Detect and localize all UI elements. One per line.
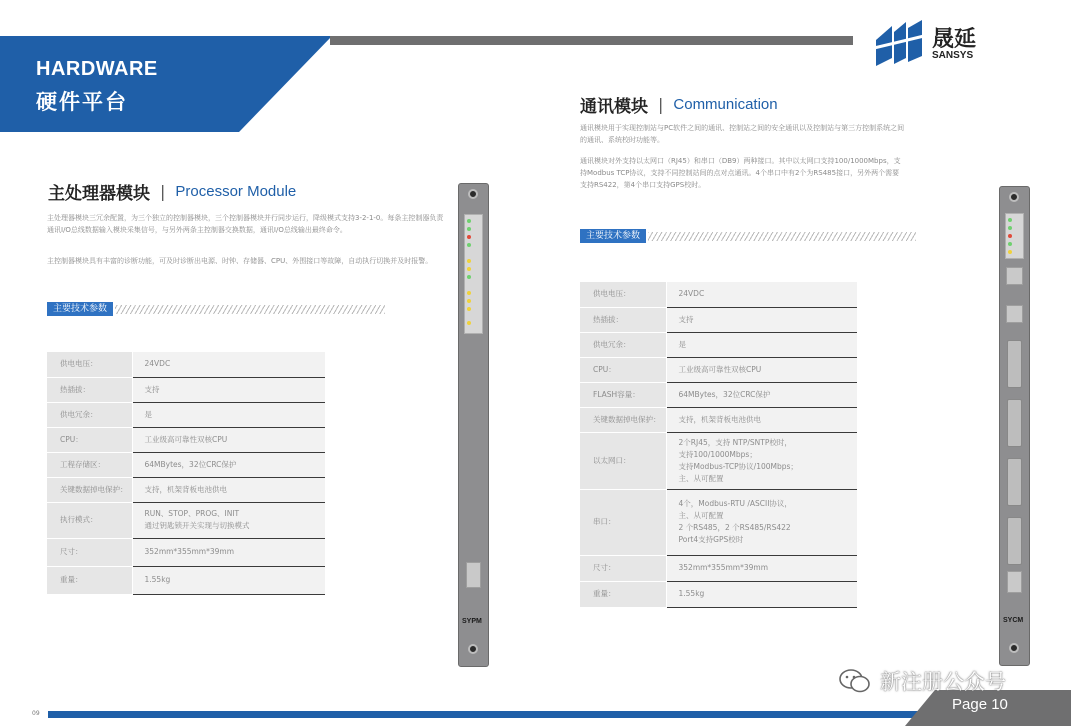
- processor-module-image: [458, 183, 489, 667]
- table-row: [47, 477, 325, 502]
- table-row: [47, 502, 325, 538]
- table-row: [47, 566, 325, 594]
- spec-value-line: 通过钥匙锁开关实现与切换模式: [144, 521, 250, 530]
- spec-key: CPU：: [580, 357, 666, 382]
- table-row: [580, 332, 857, 357]
- table-row: [47, 538, 325, 566]
- spec-value: 工业级高可靠性双核CPU: [666, 357, 857, 382]
- table-row: [580, 432, 857, 489]
- spec-value-line: Port4支持GPS校时: [678, 535, 744, 544]
- spec-badge: 主要技术参数: [47, 302, 113, 316]
- processor-spec-heading: [47, 302, 385, 316]
- processor-title-en: Processor Module: [175, 183, 297, 200]
- led-icon: [1008, 218, 1012, 222]
- led-icon: [1008, 234, 1012, 238]
- table-row: [47, 377, 325, 402]
- processor-intro-paragraph: 主处理器模块三冗余配置，为三个独立的控制器模块，三个控制器模块并行同步运行，降级模式支持3-2-1-0。每条主控制器负责通讯I/O总线数据输入模块采集信号，与另外两条主控制器交换数据，通讯I/O总线输出最终命令。: [47, 214, 444, 234]
- spec-key: 供电电压：: [47, 352, 132, 377]
- led-icon: [467, 291, 471, 295]
- header-title-en: HARDWARE: [36, 58, 158, 80]
- watermark-text: 新注册公众号: [880, 670, 1006, 694]
- led-icon: [467, 235, 471, 239]
- spec-value: 64MBytes，32位CRC保护: [132, 452, 325, 477]
- spec-key: 以太网口：: [580, 432, 666, 489]
- spec-value-line: 2个RJ45，支持 NTP/SNTP校时，: [678, 437, 792, 447]
- spec-key: 工程存储区：: [47, 452, 132, 477]
- logo-name-en: SANSYS: [932, 50, 974, 61]
- processor-diagnostic-paragraph: 主控制器模块具有丰富的诊断功能，可及时诊断出电源、时钟、存储器、CPU、外围接口等故障，自动执行切换并及时报警。: [47, 257, 433, 265]
- led-panel: [1005, 213, 1024, 259]
- spec-value-line: RUN、STOP、PROG、INIT: [144, 509, 240, 518]
- communication-title-en: Communication: [673, 96, 778, 113]
- spec-key: 供电冗余：: [580, 332, 666, 357]
- processor-module-label: SYPM: [462, 618, 482, 625]
- db9-port: [1007, 517, 1022, 565]
- led-icon: [1008, 242, 1012, 246]
- spec-value: 工业级高可靠性双核CPU: [132, 427, 325, 452]
- spec-value: [132, 502, 325, 538]
- table-row: [580, 555, 857, 581]
- led-icon: [467, 275, 471, 279]
- rj45-port: [1006, 267, 1023, 285]
- spec-value: [666, 432, 857, 489]
- communication-module-label: SYCM: [1003, 617, 1024, 624]
- table-row: [580, 307, 857, 332]
- spec-value: 是: [132, 402, 325, 427]
- spec-key: CPU：: [47, 427, 132, 452]
- header-title-cn: 硬件平台: [36, 90, 128, 114]
- spec-key: 重量：: [47, 566, 132, 594]
- logo-name-cn: 晟延: [932, 27, 977, 52]
- communication-spec-heading: [580, 229, 916, 243]
- spec-key: 供电冗余：: [47, 402, 132, 427]
- table-row: [580, 407, 857, 432]
- spec-value-line: 主、从可配置: [678, 511, 724, 520]
- led-icon: [1008, 226, 1012, 230]
- led-icon: [467, 227, 471, 231]
- spec-value: 352mm*355mm*39mm: [132, 538, 325, 566]
- spec-key: 尺寸：: [47, 538, 132, 566]
- spec-value-line: 2 个RS485，2 个RS485/RS422: [678, 523, 791, 532]
- spec-value-line: 4个，Modbus-RTU /ASCII协议，: [678, 499, 792, 508]
- spec-key: 执行模式：: [47, 502, 132, 538]
- spec-key: 供电电压：: [580, 282, 666, 307]
- spec-key: FLASH容量：: [580, 382, 666, 407]
- spec-value-line: 支持100/1000Mbps；: [678, 449, 757, 459]
- screw-icon: [1009, 643, 1019, 653]
- title-separator: |: [658, 95, 664, 114]
- spec-key: 关键数据掉电保护：: [580, 407, 666, 432]
- led-icon: [467, 321, 471, 325]
- table-row: [47, 427, 325, 452]
- communication-intro-paragraph: 通讯模块用于实现控制站与PC软件之间的通讯、控制站之间的安全通讯以及控制站与第三方控制系统之间的通讯、系统校时功能等。: [580, 124, 905, 144]
- communication-section-title: [580, 92, 778, 117]
- spec-value: 64MBytes，32位CRC保护: [666, 382, 857, 407]
- wechat-icon: [838, 668, 872, 694]
- spec-badge: 主要技术参数: [580, 229, 646, 243]
- rj45-port: [1006, 305, 1023, 323]
- table-row: [580, 489, 857, 555]
- header-band: [0, 36, 332, 132]
- spec-key: 关键数据掉电保护：: [47, 477, 132, 502]
- title-separator: |: [160, 182, 166, 201]
- spec-value: 支持，机架背板电池供电: [666, 407, 857, 432]
- communication-spec-table: [580, 282, 857, 608]
- wechat-watermark: [838, 666, 1006, 696]
- spec-value: 352mm*355mm*39mm: [666, 555, 857, 581]
- table-row: [47, 452, 325, 477]
- table-row: [580, 357, 857, 382]
- spec-value: 1.55kg: [666, 581, 857, 607]
- spec-value: 24VDC: [132, 352, 325, 377]
- db9-port: [1007, 458, 1022, 506]
- led-icon: [467, 219, 471, 223]
- hatch-divider: [115, 305, 385, 314]
- service-port: [1007, 571, 1022, 593]
- spec-key: 串口：: [580, 489, 666, 555]
- table-row: [580, 282, 857, 307]
- footer-page-label: Page 10: [952, 696, 1008, 713]
- spec-value-line: 主、从可配置: [678, 473, 724, 483]
- spec-key: 尺寸：: [580, 555, 666, 581]
- spec-key: 重量：: [580, 581, 666, 607]
- led-icon: [467, 259, 471, 263]
- screw-icon: [468, 189, 478, 199]
- processor-title-cn: 主处理器模块: [48, 184, 150, 204]
- led-icon: [467, 267, 471, 271]
- footer-page-small: 09: [32, 710, 40, 717]
- header-rule: [330, 36, 853, 45]
- processor-section-title: [48, 179, 296, 204]
- communication-ports-paragraph: 通讯模块对外支持以太网口（RJ45）和串口（DB9）两种接口。其中以太网口支持100/1000Mbps，支持Modbus TCP协议，支持不同控制站间的点对点通讯。4个串口中有2个为RS485接口，另外两个需要支持RS422，第4个串口支持GPS校时。: [580, 157, 901, 189]
- spec-value-line: 支持Modbus-TCP协议/100Mbps；: [678, 461, 798, 471]
- db9-port: [1007, 340, 1022, 388]
- communication-module-image: [999, 186, 1030, 666]
- screw-icon: [468, 644, 478, 654]
- db9-port: [1007, 399, 1022, 447]
- spec-value: 是: [666, 332, 857, 357]
- led-icon: [467, 243, 471, 247]
- spec-value: 1.55kg: [132, 566, 325, 594]
- led-icon: [467, 299, 471, 303]
- table-row: [580, 581, 857, 607]
- footer-band: [48, 711, 928, 718]
- led-icon: [1008, 250, 1012, 254]
- spec-value: [666, 489, 857, 555]
- spec-key: 热插拔：: [580, 307, 666, 332]
- table-row: [580, 382, 857, 407]
- spec-value: 支持: [132, 377, 325, 402]
- spec-value: 支持，机架背板电池供电: [132, 477, 325, 502]
- table-row: [47, 352, 325, 377]
- led-panel: [464, 214, 483, 334]
- spec-value: 支持: [666, 307, 857, 332]
- spec-value: 24VDC: [666, 282, 857, 307]
- screw-icon: [1009, 192, 1019, 202]
- spec-key: 热插拔：: [47, 377, 132, 402]
- hatch-divider: [648, 232, 916, 241]
- communication-title-cn: 通讯模块: [580, 97, 648, 117]
- table-row: [47, 402, 325, 427]
- key-switch-port: [466, 562, 481, 588]
- led-icon: [467, 307, 471, 311]
- processor-spec-table: [47, 352, 325, 595]
